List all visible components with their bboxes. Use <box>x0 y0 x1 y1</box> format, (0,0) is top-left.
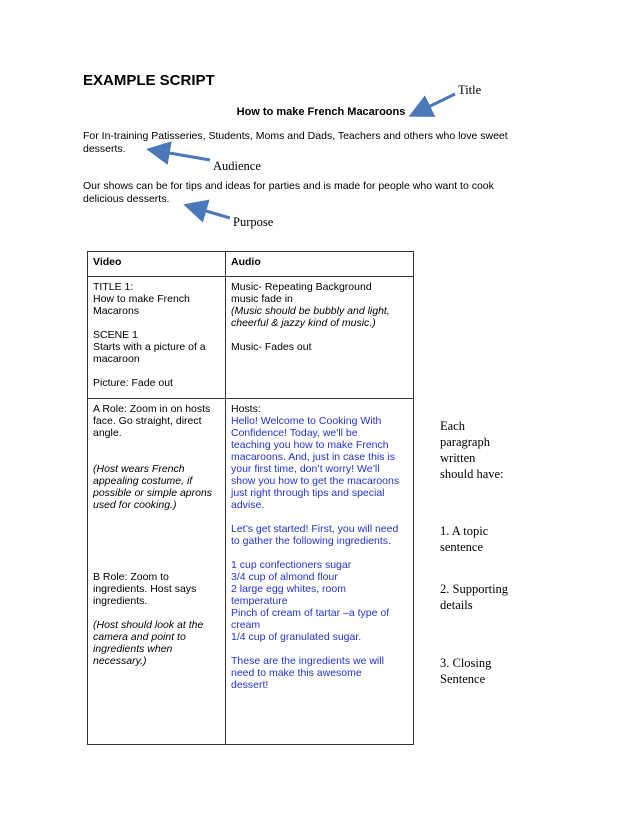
each-paragraph-annotation: Each paragraph written should have: <box>440 419 504 481</box>
audience-annotation: Audience <box>213 159 261 173</box>
row1-video-cell: TITLE 1: How to make French Macarons SCENE 1 Starts with a picture of a macaroon Picture: Fade out <box>88 277 226 399</box>
script-table <box>87 251 414 745</box>
table-row <box>88 399 414 745</box>
audience-paragraph: For In-training Patisseries, Students, Moms and Dads, Teachers and others who love sweet desserts. <box>83 130 508 155</box>
purpose-arrow-icon <box>189 206 230 218</box>
table-row <box>88 277 414 399</box>
row2-video-cell: A Role: Zoom in on hosts face. Go straight, direct angle. (Host wears French appealing costume, if possible or simple aprons used for cooking.) B Role: Zoom to ingredients. Host says ingredients. (Host should look at the camera and point to ingredients when necessary.) <box>88 399 226 745</box>
page-subtitle: How to make French Macaroons <box>236 106 406 118</box>
supporting-details-annotation: 2. Supporting details <box>440 582 509 612</box>
table-header-row <box>88 252 414 277</box>
video-header: Video <box>88 252 226 277</box>
title-arrow-icon <box>414 94 455 114</box>
closing-sentence-annotation: 3. Closing Sentence <box>440 656 492 686</box>
row2-audio-cell: Hosts: Hello! Welcome to Cooking With Confidence! Today, we'll be teaching you how to make French macaroons. And, just in case this is your first time, don’t worry! We’ll show you how to get the macaroons just right through tips and special advise. Let’s get started! First, you will need to gather the following ingredients. 1 cup confectioners sugar 3/4 cup of almond flour 2 large egg whites, room temperature Pinch of cream of tartar –a type of cream 1/4 cup of granulated sugar. These are the ingredients we will need to make this awesome dessert! <box>226 399 414 745</box>
topic-sentence-annotation: 1. A topic sentence <box>440 524 489 554</box>
audio-header: Audio <box>226 252 414 277</box>
title-annotation: Title <box>458 83 482 97</box>
purpose-paragraph: Our shows can be for tips and ideas for parties and is made for people who want to cook delicious desserts. <box>83 180 494 205</box>
purpose-annotation: Purpose <box>233 215 274 229</box>
audience-arrow-icon <box>152 150 210 160</box>
row1-audio-cell: Music- Repeating Background music fade in (Music should be bubbly and light, cheerful & jazzy kind of music.) Music- Fades out <box>226 277 414 399</box>
page-title: EXAMPLE SCRIPT <box>83 72 215 89</box>
